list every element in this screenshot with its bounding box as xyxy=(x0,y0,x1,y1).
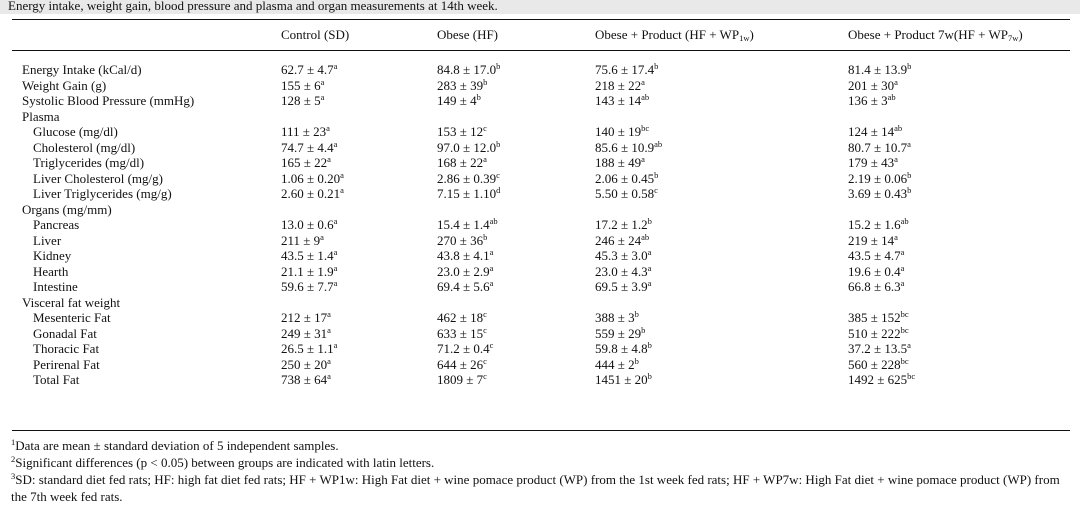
table-cell xyxy=(437,372,487,388)
row-label: Visceral fat weight xyxy=(22,294,121,310)
significance-letter: a xyxy=(894,76,898,87)
cell-value: 23.0 ± 2.9 xyxy=(437,263,490,279)
table-cell xyxy=(281,124,330,140)
cell-value: 43.5 ± 1.4 xyxy=(281,248,334,263)
significance-letter: b xyxy=(641,324,646,335)
table-row xyxy=(0,372,1080,388)
table-cell xyxy=(848,140,911,156)
cell-value: 19.6 ± 0.4 xyxy=(848,263,901,279)
cell-value: 2.86 ± 0.39 xyxy=(437,170,497,186)
significance-letter: b xyxy=(634,309,639,319)
significance-letter: a xyxy=(340,169,344,180)
cell-value: 26.5 ± 1.1 xyxy=(281,341,334,356)
table-cell xyxy=(437,124,487,140)
significance-letter: a xyxy=(894,154,898,164)
significance-letter: bc xyxy=(900,355,909,366)
table-row xyxy=(0,93,1080,109)
cell-value: 69.4 ± 5.6 xyxy=(437,279,490,294)
cell-value: 165 ± 22 xyxy=(281,155,328,170)
significance-letter: c xyxy=(654,185,658,195)
significance-letter: ab xyxy=(641,231,650,242)
cell-value: 75.6 ± 17.4 xyxy=(595,62,655,77)
table-cell xyxy=(595,93,649,109)
table-row xyxy=(0,233,1080,249)
table-row xyxy=(0,202,1080,218)
table-cell xyxy=(848,341,911,357)
table-cell xyxy=(281,78,324,94)
footnote-2: $^2$Significant differences (p < 0.05) between groups are indicated with latin letters. xyxy=(11,454,435,470)
cell-value: 155 ± 6 xyxy=(281,77,321,93)
table-cell xyxy=(595,279,651,295)
table-row xyxy=(0,217,1080,233)
significance-letter: b xyxy=(647,216,652,226)
cell-value: 168 ± 22 xyxy=(437,155,484,170)
significance-letter: c xyxy=(483,309,487,319)
significance-letter: a xyxy=(647,262,652,273)
significance-letter: b xyxy=(654,61,659,71)
table-cell xyxy=(595,217,652,233)
table-cell xyxy=(437,186,500,202)
significance-letter: a xyxy=(320,92,325,102)
row-label: Organs (mg/mm) xyxy=(22,201,112,217)
cell-value: 59.8 ± 4.8 xyxy=(595,341,648,356)
table-cell xyxy=(595,171,658,187)
row-label: Energy Intake (kCal/d) xyxy=(22,62,142,77)
significance-letter: a xyxy=(894,231,898,242)
table-row xyxy=(0,341,1080,357)
cell-value: 59.6 ± 7.7 xyxy=(281,279,334,294)
table-cell xyxy=(848,248,904,264)
table-caption: Energy intake, weight gain, blood pressure and plasma and organ measurements at 14th week. xyxy=(8,0,498,13)
table-cell xyxy=(437,62,500,78)
table-cell xyxy=(848,186,911,202)
cell-value: 74.7 ± 4.4 xyxy=(281,139,334,155)
column-header-obese: Obese (HF) xyxy=(437,27,499,42)
significance-letter: d xyxy=(496,185,501,195)
significance-letter: a xyxy=(333,138,338,149)
significance-letter: a xyxy=(641,154,645,164)
table-cell xyxy=(281,140,337,156)
cell-value: 644 ± 26 xyxy=(437,356,484,372)
significance-letter: a xyxy=(489,247,494,257)
table-cell xyxy=(595,233,649,249)
table-cell xyxy=(281,233,324,249)
significance-letter: ab xyxy=(887,92,896,102)
cell-value: 2.06 ± 0.45 xyxy=(595,170,655,186)
significance-letter: a xyxy=(647,278,652,288)
table-cell xyxy=(595,140,662,156)
cell-value: 246 ± 24 xyxy=(595,232,642,248)
table-cell xyxy=(848,372,915,388)
table-cell xyxy=(437,326,487,342)
significance-letter: a xyxy=(333,340,338,350)
table-cell xyxy=(595,341,652,357)
table-cell xyxy=(848,279,904,295)
cell-value: 283 ± 39 xyxy=(437,77,484,93)
table-cell xyxy=(281,264,337,280)
table-row xyxy=(0,279,1080,295)
row-label: Thoracic Fat xyxy=(33,341,100,356)
cell-value: 510 ± 222 xyxy=(848,325,901,341)
cell-value: 633 ± 15 xyxy=(437,325,484,341)
table-cell xyxy=(848,310,909,326)
significance-letter: a xyxy=(489,278,494,288)
cell-value: 43.8 ± 4.1 xyxy=(437,248,490,263)
table-cell xyxy=(437,279,493,295)
significance-letter: c xyxy=(483,371,487,381)
cell-value: 80.7 ± 10.7 xyxy=(848,139,908,155)
significance-letter: a xyxy=(900,262,905,273)
table-cell xyxy=(281,279,337,295)
table-row xyxy=(0,295,1080,311)
significance-letter: b xyxy=(907,61,912,71)
significance-letter: a xyxy=(327,355,331,366)
significance-letter: c xyxy=(483,324,487,335)
significance-letter: b xyxy=(907,169,912,180)
cell-value: 462 ± 18 xyxy=(437,310,484,325)
footnote-1: $^1$Data are mean ± standard deviation of 5 independent samples. xyxy=(11,437,339,453)
table-cell xyxy=(595,155,645,171)
significance-letter: a xyxy=(326,123,330,133)
significance-letter: a xyxy=(327,309,331,319)
significance-letter: a xyxy=(900,247,905,257)
significance-letter: b xyxy=(483,231,488,242)
table-row xyxy=(0,326,1080,342)
cell-value: 1809 ± 7 xyxy=(437,372,484,387)
table-cell xyxy=(437,93,481,109)
cell-value: 15.4 ± 1.4 xyxy=(437,217,490,232)
cell-value: 2.60 ± 0.21 xyxy=(281,186,341,201)
cell-value: 13.0 ± 0.6 xyxy=(281,217,334,232)
significance-letter: b xyxy=(907,185,912,195)
row-label: Gonadal Fat xyxy=(33,325,97,341)
table-cell xyxy=(437,248,493,264)
table-cell xyxy=(437,264,493,280)
cell-value: 5.50 ± 0.58 xyxy=(595,186,655,201)
table-cell xyxy=(595,78,645,94)
cell-value: 140 ± 19 xyxy=(595,124,642,139)
significance-letter: a xyxy=(333,61,338,71)
cell-value: 385 ± 152 xyxy=(848,310,901,325)
significance-letter: bc xyxy=(907,371,916,381)
significance-letter: a xyxy=(900,278,905,288)
significance-letter: a xyxy=(641,76,645,87)
table-cell xyxy=(595,248,651,264)
table-row xyxy=(0,310,1080,326)
cell-value: 136 ± 3 xyxy=(848,93,888,108)
table-cell xyxy=(437,341,493,357)
cell-value: 212 ± 17 xyxy=(281,310,328,325)
table-cell xyxy=(281,341,337,357)
cell-value: 111 ± 23 xyxy=(281,124,327,139)
significance-letter: a xyxy=(489,262,494,273)
cell-value: 85.6 ± 10.9 xyxy=(595,139,655,155)
cell-value: 560 ± 228 xyxy=(848,356,901,372)
table-cell xyxy=(281,217,337,233)
cell-value: 149 ± 4 xyxy=(437,93,477,108)
table-row xyxy=(0,171,1080,187)
cell-value: 84.8 ± 17.0 xyxy=(437,62,497,77)
cell-value: 270 ± 36 xyxy=(437,232,484,248)
row-label: Mesenteric Fat xyxy=(33,310,111,325)
column-header-control: Control (SD) xyxy=(281,27,350,42)
table-row xyxy=(0,140,1080,156)
table-cell xyxy=(437,357,487,373)
cell-value: 124 ± 14 xyxy=(848,124,895,139)
row-label: Perirenal Fat xyxy=(33,356,100,372)
row-label: Cholesterol (mg/dl) xyxy=(33,139,136,155)
table-row xyxy=(0,248,1080,264)
significance-letter: a xyxy=(907,138,911,149)
table-cell xyxy=(437,155,487,171)
table-cell xyxy=(848,155,898,171)
significance-letter: c xyxy=(496,169,500,180)
cell-value: 153 ± 12 xyxy=(437,124,484,139)
footnote-3: $^3$SD: standard diet fed rats; HF: high fat diet fed rats; HF + WP1w: High Fat diet + wine pomace product (WP) from the 1st week fed rats; HF + WP7w: High Fat diet + wine pomace product (WP) from the 7th week fed rats. xyxy=(11,471,1060,504)
table-cell xyxy=(595,186,658,202)
table-cell xyxy=(595,357,639,373)
significance-letter: a xyxy=(907,340,911,350)
significance-letter: b xyxy=(654,169,659,180)
table-cell xyxy=(281,357,331,373)
row-label: Liver Triglycerides (mg/g) xyxy=(33,186,172,201)
significance-letter: a xyxy=(327,324,331,335)
significance-letter: a xyxy=(333,247,338,257)
cell-value: 15.2 ± 1.6 xyxy=(848,217,901,232)
cell-value: 388 ± 3 xyxy=(595,310,635,325)
table-cell xyxy=(281,62,337,78)
cell-value: 250 ± 20 xyxy=(281,356,328,372)
significance-letter: c xyxy=(483,355,487,366)
significance-letter: ab xyxy=(654,138,663,149)
table-cell xyxy=(848,264,904,280)
cell-value: 188 ± 49 xyxy=(595,155,642,170)
significance-letter: b xyxy=(483,76,488,87)
cell-value: 3.69 ± 0.43 xyxy=(848,186,908,201)
table-cell xyxy=(281,186,344,202)
table-cell xyxy=(281,155,331,171)
cell-value: 179 ± 43 xyxy=(848,155,895,170)
table-cell xyxy=(281,93,324,109)
significance-letter: a xyxy=(327,371,331,381)
table-cell xyxy=(848,233,898,249)
cell-value: 559 ± 29 xyxy=(595,325,642,341)
table-cell xyxy=(437,233,487,249)
table-cell xyxy=(595,124,649,140)
table-cell xyxy=(595,326,645,342)
row-label: Weight Gain (g) xyxy=(22,77,107,93)
significance-letter: b xyxy=(496,138,501,149)
significance-letter: a xyxy=(320,231,324,242)
significance-letter: a xyxy=(327,154,331,164)
significance-letter: a xyxy=(320,76,325,87)
table-cell xyxy=(281,310,331,326)
table-body xyxy=(0,62,1080,388)
row-label: Liver Cholesterol (mg/g) xyxy=(33,170,163,186)
significance-letter: c xyxy=(489,340,494,350)
row-label: Total Fat xyxy=(33,372,80,387)
significance-letter: c xyxy=(483,123,487,133)
significance-letter: a xyxy=(333,278,338,288)
table-row xyxy=(0,264,1080,280)
row-label: Intestine xyxy=(33,279,78,294)
cell-value: 43.5 ± 4.7 xyxy=(848,248,901,263)
significance-letter: b xyxy=(476,92,481,102)
row-label: Liver xyxy=(33,232,62,248)
significance-letter: a xyxy=(333,216,338,226)
significance-letter: ab xyxy=(894,123,903,133)
cell-value: 71.2 ± 0.4 xyxy=(437,341,490,356)
caption-bar xyxy=(0,0,1080,14)
cell-value: 81.4 ± 13.9 xyxy=(848,62,908,77)
significance-letter: ab xyxy=(641,92,650,102)
significance-letter: b xyxy=(647,371,652,381)
cell-value: 143 ± 14 xyxy=(595,93,642,108)
table-cell xyxy=(595,310,639,326)
significance-letter: a xyxy=(333,262,338,273)
cell-value: 219 ± 14 xyxy=(848,232,895,248)
table-cell xyxy=(437,78,487,94)
table-cell xyxy=(595,62,658,78)
significance-letter: ab xyxy=(489,216,498,226)
row-label: Plasma xyxy=(22,108,60,124)
table-cell xyxy=(848,171,911,187)
cell-value: 1451 ± 20 xyxy=(595,372,648,387)
cell-value: 738 ± 64 xyxy=(281,372,328,387)
cell-value: 201 ± 30 xyxy=(848,77,895,93)
significance-letter: bc xyxy=(641,123,650,133)
cell-value: 128 ± 5 xyxy=(281,93,321,108)
significance-letter: bc xyxy=(900,324,909,335)
table-cell xyxy=(595,264,651,280)
row-label: Glucose (mg/dl) xyxy=(33,124,118,139)
table-header-rule xyxy=(12,50,1070,51)
row-label: Systolic Blood Pressure (mmHg) xyxy=(22,93,195,108)
cell-value: 444 ± 2 xyxy=(595,356,635,372)
table-top-rule xyxy=(12,19,1070,20)
table-cell xyxy=(281,171,344,187)
table-cell xyxy=(848,78,898,94)
table-cell xyxy=(848,62,911,78)
significance-letter: bc xyxy=(900,309,909,319)
table-cell xyxy=(848,93,896,109)
cell-value: 21.1 ± 1.9 xyxy=(281,263,334,279)
table-cell xyxy=(281,326,331,342)
cell-value: 1492 ± 625 xyxy=(848,372,908,387)
row-label: Hearth xyxy=(33,263,69,279)
significance-letter: b xyxy=(647,340,652,350)
table-cell xyxy=(848,357,909,373)
row-label: Triglycerides (mg/dl) xyxy=(33,155,145,170)
table-row xyxy=(0,186,1080,202)
cell-value: 249 ± 31 xyxy=(281,325,328,341)
table-cell xyxy=(848,217,909,233)
significance-letter: a xyxy=(340,185,344,195)
table-cell xyxy=(281,372,331,388)
significance-letter: b xyxy=(634,355,639,366)
cell-value: 23.0 ± 4.3 xyxy=(595,263,648,279)
table-row xyxy=(0,62,1080,78)
column-header-product-7w: Obese + Product $7w(HF + WP_{7w})$ xyxy=(848,27,1023,43)
cell-value: 37.2 ± 13.5 xyxy=(848,341,908,356)
table-bottom-rule xyxy=(12,430,1070,431)
cell-value: 2.19 ± 0.06 xyxy=(848,170,908,186)
cell-value: 7.15 ± 1.10 xyxy=(437,186,497,201)
cell-value: 211 ± 9 xyxy=(281,232,321,248)
table-cell xyxy=(595,372,652,388)
cell-value: 17.2 ± 1.2 xyxy=(595,217,648,232)
column-header-product-1w: Obese + Product $(HF + WP_{1w})$ xyxy=(595,27,754,43)
table-row xyxy=(0,109,1080,125)
table-cell xyxy=(848,124,902,140)
table-row xyxy=(0,357,1080,373)
significance-letter: b xyxy=(496,61,501,71)
table-cell xyxy=(437,217,498,233)
table-cell xyxy=(437,140,500,156)
cell-value: 69.5 ± 3.9 xyxy=(595,279,648,294)
cell-value: 218 ± 22 xyxy=(595,77,642,93)
significance-letter: a xyxy=(483,154,487,164)
cell-value: 66.8 ± 6.3 xyxy=(848,279,901,294)
table-cell xyxy=(437,310,487,326)
cell-value: 1.06 ± 0.20 xyxy=(281,170,341,186)
table-row xyxy=(0,78,1080,94)
table-cell xyxy=(437,171,500,187)
table-cell xyxy=(848,326,909,342)
table-footnotes xyxy=(11,437,1071,505)
significance-letter: ab xyxy=(900,216,909,226)
table-row xyxy=(0,155,1080,171)
table-row xyxy=(0,124,1080,140)
row-label: Kidney xyxy=(33,248,72,263)
significance-letter: a xyxy=(647,247,652,257)
table-cell xyxy=(281,248,337,264)
cell-value: 97.0 ± 12.0 xyxy=(437,139,497,155)
cell-value: 45.3 ± 3.0 xyxy=(595,248,648,263)
cell-value: 62.7 ± 4.7 xyxy=(281,62,334,77)
row-label: Pancreas xyxy=(33,217,80,232)
